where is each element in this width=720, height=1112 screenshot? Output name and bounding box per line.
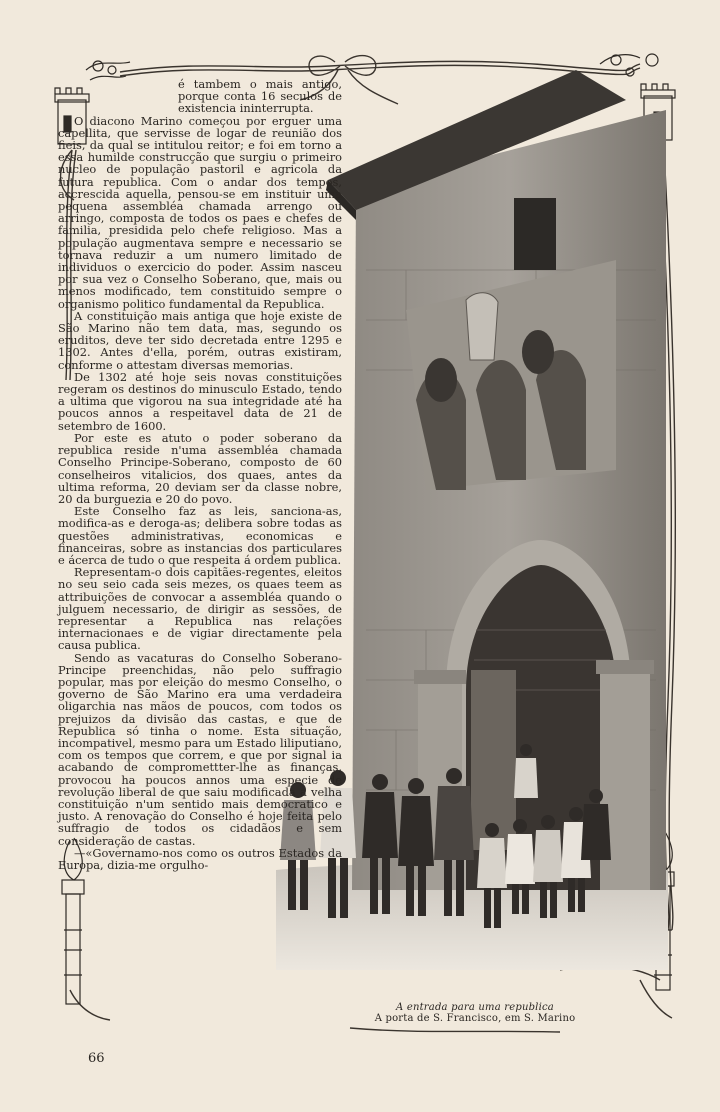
paragraph-3: A constituição mais antiga que hoje existe de São Marino não tem data, mas, segundo os eruditos, deve ter sido decretada entre 1295 e 1302. Antes d'ella, porém, outras existiram, conforme o attestam diversas memorias. (58, 308, 342, 372)
photo-caption-title: A entrada para uma republica (396, 1002, 554, 1013)
paragraph-8: Sendo as vacaturas do Conselho Soberano-Principe preenchidas, não pelo suffragio popular, mas por eleição do mesmo Conselho, o governo de São Marino era uma verdadeira oligarchia nas mãos de poucos, com todos os prejuizos da divisão das castas, e que de Republica só tinha o nome. Esta situação, incompativel, mesmo para um Estado liliputiano, com os tempos que correm, e que por signal ia acabando de compromettter-lhe as finanças, provocou ha poucos annos uma especie de revolução liberal de que saiu modificada a velha constituição n'um sentido mais democratico e justo. A renovação do Conselho é hoje feita pelo suffragio de todos os cidadãos e sem consideração de castas. (58, 650, 342, 848)
paragraph-4: De 1302 até hoje seis novas constituições regeram os destinos do minusculo Estado, tendo a ultima que vigorou na sua integridade até ha poucos annos a respeitavel data de 21 de setembro de 1600. (58, 369, 342, 433)
paragraph-6: Este Conselho faz as leis, sanciona-as, modifica-as e deroga-as; delibera sobre todas as questões administrativas, economicas e financeiras, sobre as instancias dos particulares e ácerca de tudo o que respeita á ordem publica. (58, 504, 342, 567)
paragraph-5: Por este es atuto o poder soberano da republica reside n'uma assembléa chamada Conselho Principe-Soberano, composto de 60 conselheiros vitalicios, dos quaes, antes da ultima reforma, 20 deviam ser da classe nobre, 20 da burguezia e 20 do povo. (58, 430, 342, 506)
paragraph-1: é tambem o mais antigo, porque conta 16 seculos de existencia ininterrupta. (178, 77, 342, 116)
article-text-column (58, 78, 342, 871)
photo-caption-subtitle: A porta de S. Francisco, em S. Marino (374, 1013, 576, 1024)
paragraph-7: Representam-o dois capitães-regentes, eleitos no seu seio cada seis mezes, os quaes teem as attribuições de convocar a assembléa quando o julguem necessario, de dirigir as sessões, de representar a Republica nas relações internacionaes e de vigiar directamente pela causa publica. (58, 565, 342, 653)
page-number: 66 (88, 1051, 105, 1066)
paragraph-9: —«Governamo-nos como os outros Estados da Europa, dizia-me orgulho- (58, 845, 342, 872)
paragraph-2: O diacono Marino começou por erguer uma capellita, que servisse de logar de reunião dos fieis, da qual se intitulou reitor; e foi em torno a essa humilde construcção que surgiu o primeiro nucleo de população pastoril e agricola da futura republica. Com o andar dos tempos, accrescida aquella, pensou-se em instituir uma pequena assembléa chamada arrengo ou arringo, composta de todos os paes e chefes de familia, presidida pelo chefe religioso. Mas a população augmentava sempre e necessario se tornava reduzir a um numero limitado de individuos o exercicio do poder. Assim nasceu por sua vez o Conselho Soberano, que, mais ou menos modificado, tem constituido sempre o organismo politico fundamental da Republica. (58, 113, 342, 311)
